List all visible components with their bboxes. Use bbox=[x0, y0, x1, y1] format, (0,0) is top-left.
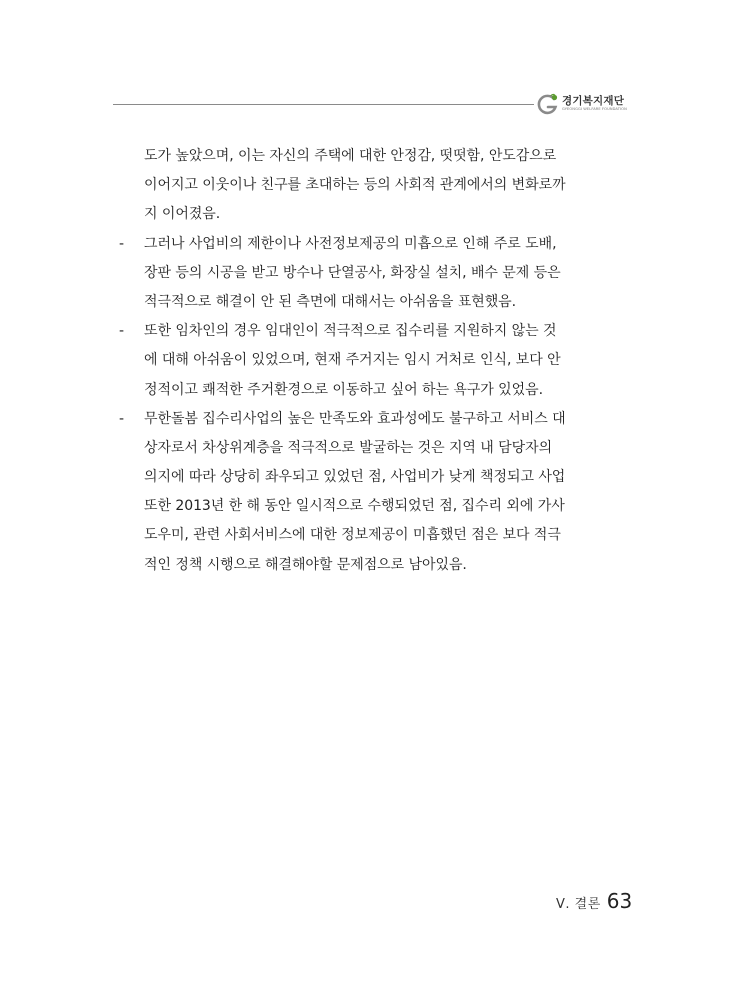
text-line: 상자로서 차상위계층을 적극적으로 발굴하는 것은 지역 내 담당자의 bbox=[144, 439, 553, 456]
text-line: 그러나 사업비의 제한이나 사전정보제공의 미흡으로 인해 주로 도배, bbox=[144, 235, 557, 252]
text-line: 또한 2013년 한 해 동안 일시적으로 수행되었던 점, 집수리 외에 가사 bbox=[144, 498, 565, 515]
bullet-dash: - bbox=[119, 235, 125, 252]
logo-subtitle: GYEONGGI WELFARE FOUNDATION bbox=[562, 107, 627, 111]
page-footer bbox=[556, 889, 632, 921]
text-line: 도가 높았으며, 이는 자신의 주택에 대한 안정감, 떳떳함, 안도감으로 bbox=[144, 148, 557, 164]
gyeonggi-foundation-logo-icon bbox=[536, 92, 560, 116]
text-line: 장판 등의 시공을 받고 방수나 단열공사, 화장실 설치, 배수 문제 등은 bbox=[144, 264, 561, 281]
bullet-item-first-line bbox=[118, 230, 638, 259]
footer-section-label: Ⅴ. 결론 bbox=[556, 897, 601, 912]
text-line: 의지에 따라 상당히 좌우되고 있었던 점, 사업비가 낮게 책정되고 사업 bbox=[144, 469, 566, 486]
text-line: 정적이고 쾌적한 주거환경으로 이동하고 싶어 하는 욕구가 있었음. bbox=[144, 381, 543, 398]
bullet-dash: - bbox=[119, 323, 125, 340]
header-rule bbox=[113, 104, 534, 105]
text-line: 에 대해 아쉬움이 있었으며, 현재 주거지는 임시 거처로 인식, 보다 안 bbox=[144, 352, 561, 369]
bullet-item-first-line bbox=[118, 317, 638, 346]
bullet-dash: - bbox=[119, 410, 125, 427]
foundation-logo bbox=[536, 90, 642, 120]
text-line: 적인 정책 시행으로 해결해야할 문제점으로 남아있음. bbox=[144, 556, 467, 573]
body-text bbox=[118, 142, 638, 580]
text-line: 도우미, 관련 사회서비스에 대한 정보제공이 미흡했던 점은 보다 적극 bbox=[144, 527, 561, 544]
logo-name: 경기복지재단 bbox=[562, 95, 625, 107]
text-line: 무한돌봄 집수리사업의 높은 만족도와 효과성에도 불구하고 서비스 대 bbox=[144, 410, 566, 427]
text-line: 이어지고 이웃이나 친구를 초대하는 등의 사회적 관계에서의 변화로까 bbox=[144, 177, 566, 194]
page-number: 63 bbox=[606, 889, 633, 913]
bullet-item-first-line bbox=[118, 405, 638, 434]
text-line: 또한 임차인의 경우 임대인이 적극적으로 집수리를 지원하지 않는 것 bbox=[144, 323, 557, 340]
text-line: 적극적으로 해결이 안 된 측면에 대해서는 아쉬움을 표현했음. bbox=[144, 293, 517, 310]
text-line: 지 이어졌음. bbox=[144, 206, 221, 223]
